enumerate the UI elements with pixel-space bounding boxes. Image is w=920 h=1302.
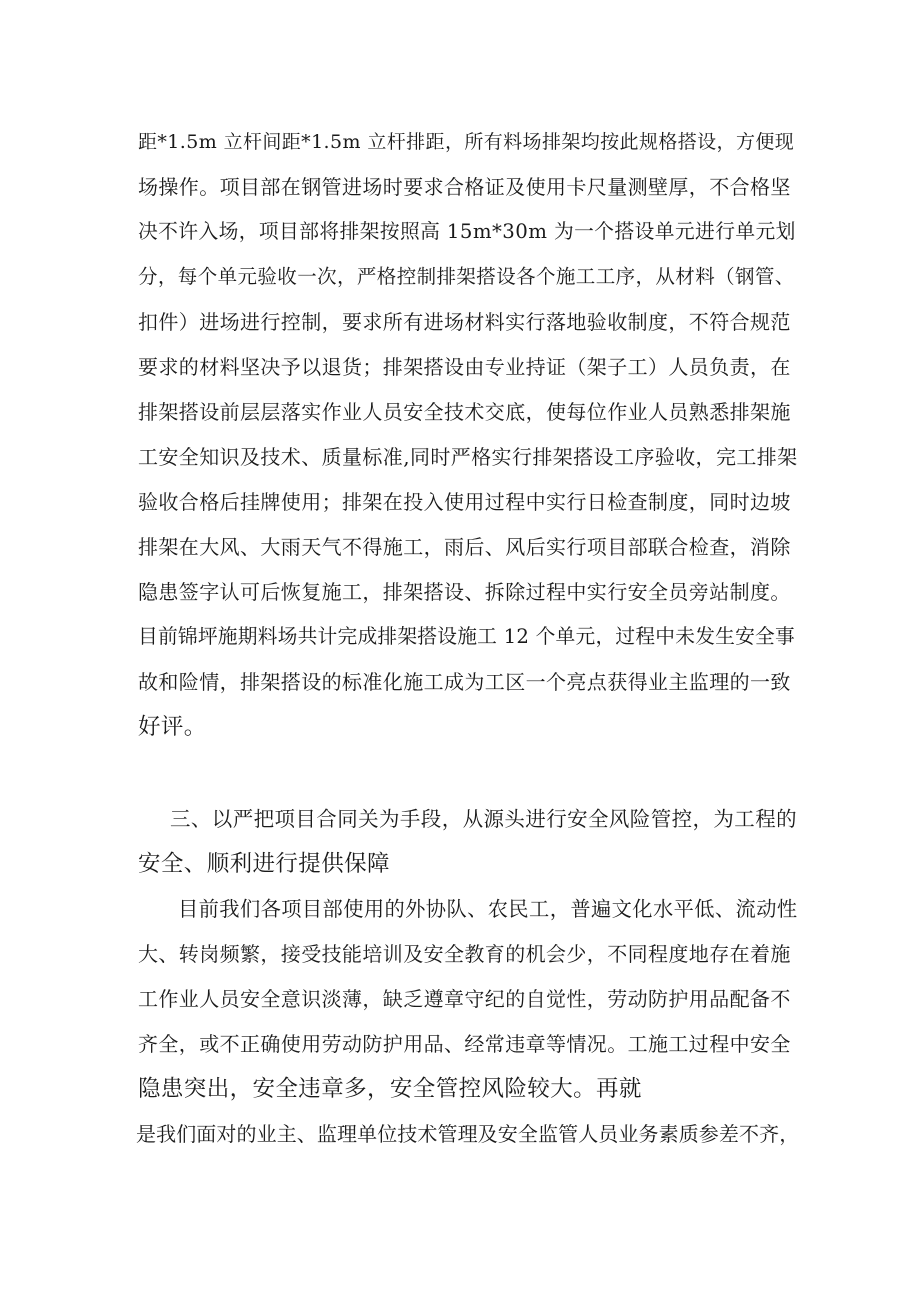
- paragraph-line: 大、转岗频繁，接受技能培训及安全教育的机会少，不同程度地存在着施: [138, 942, 791, 966]
- paragraph-line: 隐患签字认可后恢复施工，排架搭设、拆除过程中实行安全员旁站制度。: [138, 580, 791, 604]
- paragraph-line: 要求的材料坚决予以退货；排架搭设由专业持证（架子工）人员负责，在: [138, 355, 791, 379]
- paragraph-line: 好评。: [138, 714, 207, 740]
- paragraph-line: 排架在大风、大雨天气不得施工，雨后、风后实行项目部联合检查，消除: [138, 535, 791, 559]
- paragraph-line: 故和险情，排架搭设的标准化施工成为工区一个亮点获得业主监理的一致: [138, 670, 791, 694]
- paragraph-line: 齐全，或不正确使用劳动防护用品、经常违章等情况。工施工过程中安全: [138, 1032, 791, 1056]
- paragraph-line: 扣件）进场进行控制，要求所有进场材料实行落地验收制度，不符合规范: [138, 310, 791, 334]
- paragraph-line: 距*1.5m 立杆间距*1.5m 立杆排距，所有料场排架均按此规格搭设，方便现: [138, 131, 795, 153]
- paragraph-line: 分，每个单元验收一次，严格控制排架搭设各个施工工序，从材料（钢管、: [138, 265, 795, 288]
- paragraph-line: 排架搭设前层层落实作业人员安全技术交底，使每位作业人员熟悉排架施: [138, 400, 791, 424]
- paragraph-line: 工作业人员安全意识淡薄，缺乏遵章守纪的自觉性，劳动防护用品配备不: [138, 987, 791, 1011]
- paragraph-line: 目前我们各项目部使用的外协队、农民工，普遍文化水平低、流动性: [178, 897, 798, 921]
- paragraph-line: 隐患突出，安全违章多，安全管控风险较大。再就: [138, 1076, 642, 1102]
- paragraph-line: 目前锦坪施期料场共计完成排架搭设施工 12 个单元，过程中未发生安全事: [138, 625, 795, 648]
- paragraph-line: 工安全知识及技术、质量标准,同时严格实行排架搭设工序验收，完工排架: [138, 445, 798, 469]
- heading-line: 安全、顺利进行提供保障: [138, 851, 390, 877]
- paragraph-line: 验收合格后挂牌使用；排架在投入使用过程中实行日检查制度，同时边坡: [138, 490, 791, 514]
- paragraph-line: 决不许入场，项目部将排架按照高 15m*30m 为一个搭设单元进行单元划: [138, 220, 796, 243]
- paragraph-line: 是我们面对的业主、监理单位技术管理及安全监管人员业务素质参差不齐，: [136, 1122, 800, 1146]
- paragraph-line: 场操作。项目部在钢管进场时要求合格证及使用卡尺量测壁厚，不合格坚: [138, 175, 791, 199]
- heading-line: 三、以严把项目合同关为手段，从源头进行安全风险管控，为工程的: [170, 807, 797, 831]
